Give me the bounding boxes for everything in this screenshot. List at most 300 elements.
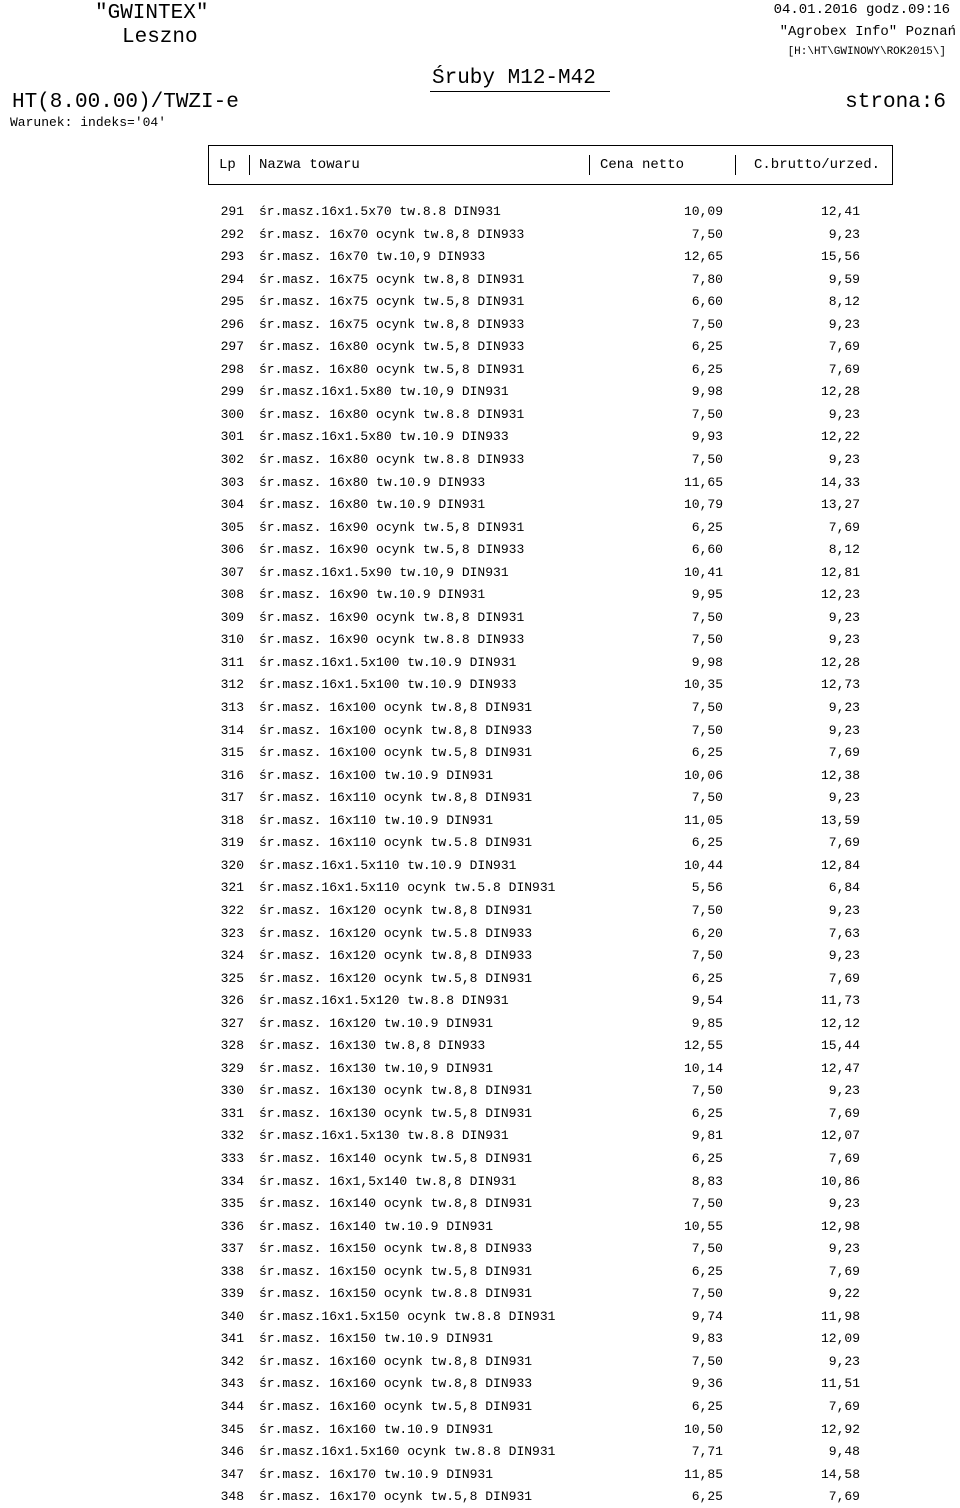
net-price: 9,83 [691,1331,723,1347]
row-number: 324 [220,948,244,964]
table-row [0,719,960,742]
net-price: 7,50 [691,1353,723,1369]
product-name: śr.masz. 16x90 ocynk tw.8.8 DIN933 [259,632,525,648]
product-name: śr.masz. 16x130 tw.10,9 DIN931 [259,1060,494,1076]
product-name: śr.masz. 16x90 ocynk tw.5,8 DIN931 [259,519,525,535]
row-number: 329 [220,1060,244,1076]
net-price: 7,50 [691,1083,723,1099]
table-row [0,1012,960,1035]
table-row [0,290,960,313]
row-number: 296 [220,316,244,332]
net-price: 6,20 [691,925,723,941]
row-number: 314 [220,722,244,738]
table-row [0,1463,960,1486]
gross-price: 12,23 [820,587,860,603]
gross-price: 12,92 [820,1421,860,1437]
gross-price: 12,28 [820,384,860,400]
table-row [0,809,960,832]
product-name: śr.masz. 16x140 tw.10.9 DIN931 [259,1218,494,1234]
table-row [0,1079,960,1102]
net-price: 11,85 [683,1466,723,1482]
row-number: 313 [220,700,244,716]
row-number: 347 [220,1466,244,1482]
row-number: 309 [220,609,244,625]
table-row [0,403,960,426]
gross-price: 7,69 [828,1105,860,1121]
product-name: śr.masz. 16x170 tw.10.9 DIN931 [259,1466,494,1482]
net-price: 9,36 [691,1376,723,1392]
report-id: HT(8.00.00)/TWZI-e [12,91,239,114]
row-number: 345 [220,1421,244,1437]
gross-price: 12,73 [820,677,860,693]
row-number: 300 [220,406,244,422]
row-number: 327 [220,1015,244,1031]
product-name: śr.masz. 16x75 ocynk tw.8,8 DIN933 [259,316,525,332]
product-name: śr.masz. 16x130 ocynk tw.5,8 DIN931 [259,1105,533,1121]
table-row [0,538,960,561]
row-number: 305 [220,519,244,535]
net-price: 7,50 [691,406,723,422]
net-price: 9,74 [691,1308,723,1324]
product-name: śr.masz.16x1.5x120 tw.8.8 DIN931 [259,993,509,1009]
row-number: 307 [220,564,244,580]
table-row [0,1260,960,1283]
table-row [0,922,960,945]
row-number: 339 [220,1286,244,1302]
product-name: śr.masz.16x1.5x100 tw.10.9 DIN931 [259,654,517,670]
row-number: 316 [220,767,244,783]
row-number: 292 [220,226,244,242]
net-price: 11,65 [683,474,723,490]
column-header-lp: Lp [219,157,236,173]
table-row [0,786,960,809]
product-name: śr.masz. 16x160 ocynk tw.8,8 DIN933 [259,1376,533,1392]
gross-price: 9,23 [828,700,860,716]
product-name: śr.masz. 16x150 ocynk tw.5,8 DIN931 [259,1263,533,1279]
product-name: śr.masz. 16x100 ocynk tw.8,8 DIN931 [259,700,533,716]
table-row [0,1192,960,1215]
gross-price: 9,23 [828,902,860,918]
gross-price: 12,38 [820,767,860,783]
product-name: śr.masz. 16x80 ocynk tw.5,8 DIN933 [259,339,525,355]
net-price: 8,83 [691,1173,723,1189]
gross-price: 9,23 [828,1353,860,1369]
net-price: 6,25 [691,1398,723,1414]
product-name: śr.masz. 16x100 tw.10.9 DIN931 [259,767,494,783]
table-row [0,876,960,899]
table-row [0,764,960,787]
product-name: śr.masz.16x1.5x90 tw.10,9 DIN931 [259,564,509,580]
table-row [0,1282,960,1305]
net-price: 7,50 [691,1286,723,1302]
row-number: 340 [220,1308,244,1324]
header-divider [735,155,736,175]
table-row [0,380,960,403]
gross-price: 7,69 [828,835,860,851]
table-row [0,1215,960,1238]
header-divider [249,155,250,175]
row-number: 341 [220,1331,244,1347]
row-number: 318 [220,812,244,828]
net-price: 5,56 [691,880,723,896]
product-name: śr.masz. 16x140 ocynk tw.8,8 DIN931 [259,1196,533,1212]
table-row [0,583,960,606]
gross-price: 8,12 [828,542,860,558]
row-number: 303 [220,474,244,490]
table-row [0,696,960,719]
header-divider [589,155,590,175]
net-price: 12,55 [683,1038,723,1054]
header-top-border [208,145,893,146]
gross-price: 6,84 [828,880,860,896]
table-row [0,493,960,516]
table-row [0,944,960,967]
product-name: śr.masz. 16x80 ocynk tw.8.8 DIN931 [259,406,525,422]
table-row [0,425,960,448]
product-name: śr.masz. 16x160 ocynk tw.8,8 DIN931 [259,1353,533,1369]
row-number: 344 [220,1398,244,1414]
row-number: 338 [220,1263,244,1279]
table-row [0,358,960,381]
product-name: śr.masz. 16x90 tw.10.9 DIN931 [259,587,486,603]
gross-price: 13,27 [820,497,860,513]
table-header [208,145,893,185]
net-price: 7,50 [691,948,723,964]
net-price: 6,25 [691,970,723,986]
company-city: Leszno [122,26,198,49]
net-price: 6,25 [691,339,723,355]
gross-price: 7,69 [828,361,860,377]
row-number: 298 [220,361,244,377]
table-row [0,1124,960,1147]
product-name: śr.masz. 16x170 ocynk tw.5,8 DIN931 [259,1489,533,1505]
product-name: śr.masz.16x1.5x160 ocynk tw.8.8 DIN931 [259,1444,556,1460]
gross-price: 8,12 [828,294,860,310]
row-number: 348 [220,1489,244,1505]
net-price: 9,98 [691,654,723,670]
product-name: śr.masz. 16x150 ocynk tw.8,8 DIN933 [259,1241,533,1257]
product-name: śr.masz. 16x80 ocynk tw.5,8 DIN931 [259,361,525,377]
row-number: 306 [220,542,244,558]
row-number: 322 [220,902,244,918]
product-name: śr.masz. 16x150 tw.10.9 DIN931 [259,1331,494,1347]
net-price: 10,35 [683,677,723,693]
net-price: 10,79 [683,497,723,513]
product-name: śr.masz. 16x90 ocynk tw.5,8 DIN933 [259,542,525,558]
net-price: 6,25 [691,835,723,851]
product-name: śr.masz.16x1.5x100 tw.10.9 DIN933 [259,677,517,693]
gross-price: 7,69 [828,1398,860,1414]
net-price: 10,14 [683,1060,723,1076]
table-row [0,1034,960,1057]
table-row [0,1395,960,1418]
product-name: śr.masz.16x1.5x110 tw.10.9 DIN931 [259,857,517,873]
header-divider [892,145,893,185]
row-number: 337 [220,1241,244,1257]
table-row [0,200,960,223]
row-number: 323 [220,925,244,941]
product-name: śr.masz. 16x120 ocynk tw.8,8 DIN933 [259,948,533,964]
table-row [0,831,960,854]
row-number: 294 [220,271,244,287]
net-price: 6,25 [691,1263,723,1279]
product-name: śr.masz. 16x110 ocynk tw.5.8 DIN931 [259,835,533,851]
table-row [0,1147,960,1170]
product-name: śr.masz. 16x140 ocynk tw.5,8 DIN931 [259,1150,533,1166]
product-name: śr.masz. 16x1,5x140 tw.8,8 DIN931 [259,1173,517,1189]
table-row [0,1485,960,1508]
net-price: 7,71 [691,1444,723,1460]
row-number: 343 [220,1376,244,1392]
row-number: 333 [220,1150,244,1166]
gross-price: 9,23 [828,452,860,468]
row-number: 302 [220,452,244,468]
row-number: 330 [220,1083,244,1099]
table-row [0,1440,960,1463]
product-name: śr.masz.16x1.5x150 ocynk tw.8.8 DIN931 [259,1308,556,1324]
gross-price: 7,69 [828,970,860,986]
row-number: 297 [220,339,244,355]
product-name: śr.masz. 16x110 ocynk tw.8,8 DIN931 [259,790,533,806]
gross-price: 12,41 [820,204,860,219]
net-price: 6,60 [691,294,723,310]
product-name: śr.masz. 16x80 ocynk tw.8.8 DIN933 [259,452,525,468]
product-name: śr.masz. 16x70 ocynk tw.8,8 DIN933 [259,226,525,242]
net-price: 6,60 [691,542,723,558]
gross-price: 15,56 [820,249,860,265]
table-row [0,1102,960,1125]
gross-price: 7,69 [828,339,860,355]
product-name: śr.masz. 16x75 ocynk tw.5,8 DIN931 [259,294,525,310]
gross-price: 7,69 [828,1489,860,1505]
product-name: śr.masz. 16x80 tw.10.9 DIN931 [259,497,486,513]
net-price: 6,25 [691,745,723,761]
row-number: 326 [220,993,244,1009]
gross-price: 9,23 [828,948,860,964]
net-price: 10,55 [683,1218,723,1234]
gross-price: 7,69 [828,1263,860,1279]
row-number: 315 [220,745,244,761]
gross-price: 11,98 [820,1308,860,1324]
software-author: "Agrobex Info" Poznań [779,24,956,40]
gross-price: 9,23 [828,226,860,242]
table-row [0,606,960,629]
product-name: śr.masz. 16x120 ocynk tw.8,8 DIN931 [259,902,533,918]
gross-price: 9,23 [828,790,860,806]
gross-price: 12,22 [820,429,860,445]
gross-price: 9,23 [828,1196,860,1212]
table-row [0,673,960,696]
row-number: 311 [220,654,244,670]
table-row [0,1372,960,1395]
product-name: śr.masz. 16x100 ocynk tw.5,8 DIN931 [259,745,533,761]
net-price: 10,09 [683,204,723,219]
net-price: 12,65 [683,249,723,265]
product-name: śr.masz. 16x110 tw.10.9 DIN931 [259,812,494,828]
row-number: 336 [220,1218,244,1234]
product-name: śr.masz. 16x160 tw.10.9 DIN931 [259,1421,494,1437]
product-name: śr.masz. 16x80 tw.10.9 DIN933 [259,474,486,490]
page-number: strona:6 [845,91,946,114]
gross-price: 7,63 [828,925,860,941]
file-path: [H:\HT\GWINOWY\ROK2015\] [787,46,946,58]
net-price: 10,50 [683,1421,723,1437]
net-price: 10,41 [683,564,723,580]
gross-price: 12,09 [820,1331,860,1347]
gross-price: 13,59 [820,812,860,828]
gross-price: 15,44 [820,1038,860,1054]
gross-price: 7,69 [828,1150,860,1166]
table-row [0,854,960,877]
row-number: 346 [220,1444,244,1460]
row-number: 293 [220,249,244,265]
table-row [0,899,960,922]
net-price: 10,44 [683,857,723,873]
table-row [0,1305,960,1328]
gross-price: 9,59 [828,271,860,287]
row-number: 310 [220,632,244,648]
filter-condition: Warunek: indeks='04' [10,115,167,130]
net-price: 11,05 [683,812,723,828]
gross-price: 9,22 [828,1286,860,1302]
row-number: 319 [220,835,244,851]
net-price: 7,50 [691,609,723,625]
net-price: 7,80 [691,271,723,287]
net-price: 9,98 [691,384,723,400]
title-underline [430,91,610,92]
column-header-gross-price: C.brutto/urzed. [754,157,881,173]
product-name: śr.masz.16x1.5x80 tw.10,9 DIN931 [259,384,509,400]
gross-price: 9,23 [828,609,860,625]
table-row [0,561,960,584]
product-name: śr.masz. 16x75 ocynk tw.8,8 DIN931 [259,271,525,287]
gross-price: 12,28 [820,654,860,670]
header-bottom-border [208,184,893,185]
table-row [0,1057,960,1080]
gross-price: 9,23 [828,1083,860,1099]
net-price: 9,93 [691,429,723,445]
row-number: 335 [220,1196,244,1212]
product-name: śr.masz.16x1.5x130 tw.8.8 DIN931 [259,1128,509,1144]
product-name: śr.masz. 16x160 ocynk tw.5,8 DIN931 [259,1398,533,1414]
table-row [0,268,960,291]
gross-price: 7,69 [828,519,860,535]
product-name: śr.masz.16x1.5x70 tw.8.8 DIN931 [259,204,501,219]
product-name: śr.masz. 16x120 tw.10.9 DIN931 [259,1015,494,1031]
table-row [0,1170,960,1193]
net-price: 7,50 [691,452,723,468]
net-price: 6,25 [691,1150,723,1166]
product-name: śr.masz. 16x70 tw.10,9 DIN933 [259,249,486,265]
table-row [0,1327,960,1350]
product-name: śr.masz.16x1.5x80 tw.10.9 DIN933 [259,429,509,445]
net-price: 6,25 [691,361,723,377]
net-price: 7,50 [691,790,723,806]
report-datetime: 04.01.2016 godz.09:16 [773,2,950,18]
net-price: 7,50 [691,700,723,716]
net-price: 7,50 [691,316,723,332]
gross-price: 12,84 [820,857,860,873]
net-price: 7,50 [691,632,723,648]
product-name: śr.masz. 16x120 ocynk tw.5.8 DIN933 [259,925,533,941]
net-price: 7,50 [691,1196,723,1212]
gross-price: 9,23 [828,722,860,738]
gross-price: 12,98 [820,1218,860,1234]
table-row [0,516,960,539]
row-number: 299 [220,384,244,400]
product-name: śr.masz. 16x150 ocynk tw.8.8 DIN931 [259,1286,533,1302]
product-table-body [0,200,960,1508]
gross-price: 9,23 [828,316,860,332]
table-row [0,967,960,990]
net-price: 9,81 [691,1128,723,1144]
row-number: 331 [220,1105,244,1121]
net-price: 6,25 [691,519,723,535]
table-row [0,741,960,764]
product-name: śr.masz. 16x130 tw.8,8 DIN933 [259,1038,486,1054]
gross-price: 9,23 [828,632,860,648]
table-row [0,1237,960,1260]
gross-price: 9,23 [828,406,860,422]
column-header-name: Nazwa towaru [259,157,360,173]
row-number: 312 [220,677,244,693]
product-name: śr.masz.16x1.5x110 ocynk tw.5.8 DIN931 [259,880,556,896]
column-header-net-price: Cena netto [600,157,685,173]
table-row [0,651,960,674]
table-row [0,448,960,471]
table-row [0,1350,960,1373]
row-number: 325 [220,970,244,986]
net-price: 6,25 [691,1489,723,1505]
row-number: 320 [220,857,244,873]
gross-price: 10,86 [820,1173,860,1189]
row-number: 295 [220,294,244,310]
gross-price: 9,23 [828,1241,860,1257]
row-number: 317 [220,790,244,806]
report-title: Śruby M12-M42 [432,67,596,90]
gross-price: 12,47 [820,1060,860,1076]
product-name: śr.masz. 16x130 ocynk tw.8,8 DIN931 [259,1083,533,1099]
net-price: 7,50 [691,1241,723,1257]
net-price: 7,50 [691,722,723,738]
gross-price: 12,81 [820,564,860,580]
row-number: 334 [220,1173,244,1189]
gross-price: 14,33 [820,474,860,490]
gross-price: 9,48 [828,1444,860,1460]
table-row [0,335,960,358]
row-number: 291 [220,204,244,219]
row-number: 304 [220,497,244,513]
table-row [0,989,960,1012]
net-price: 7,50 [691,226,723,242]
gross-price: 11,51 [820,1376,860,1392]
net-price: 10,06 [683,767,723,783]
product-name: śr.masz. 16x120 ocynk tw.5,8 DIN931 [259,970,533,986]
net-price: 6,25 [691,1105,723,1121]
net-price: 7,50 [691,902,723,918]
table-row [0,471,960,494]
gross-price: 12,07 [820,1128,860,1144]
product-name: śr.masz. 16x90 ocynk tw.8,8 DIN931 [259,609,525,625]
table-row [0,1418,960,1441]
net-price: 9,54 [691,993,723,1009]
gross-price: 11,73 [820,993,860,1009]
product-name: śr.masz. 16x100 ocynk tw.8,8 DIN933 [259,722,533,738]
header-divider [208,145,209,185]
table-row [0,313,960,336]
net-price: 9,85 [691,1015,723,1031]
table-row [0,245,960,268]
